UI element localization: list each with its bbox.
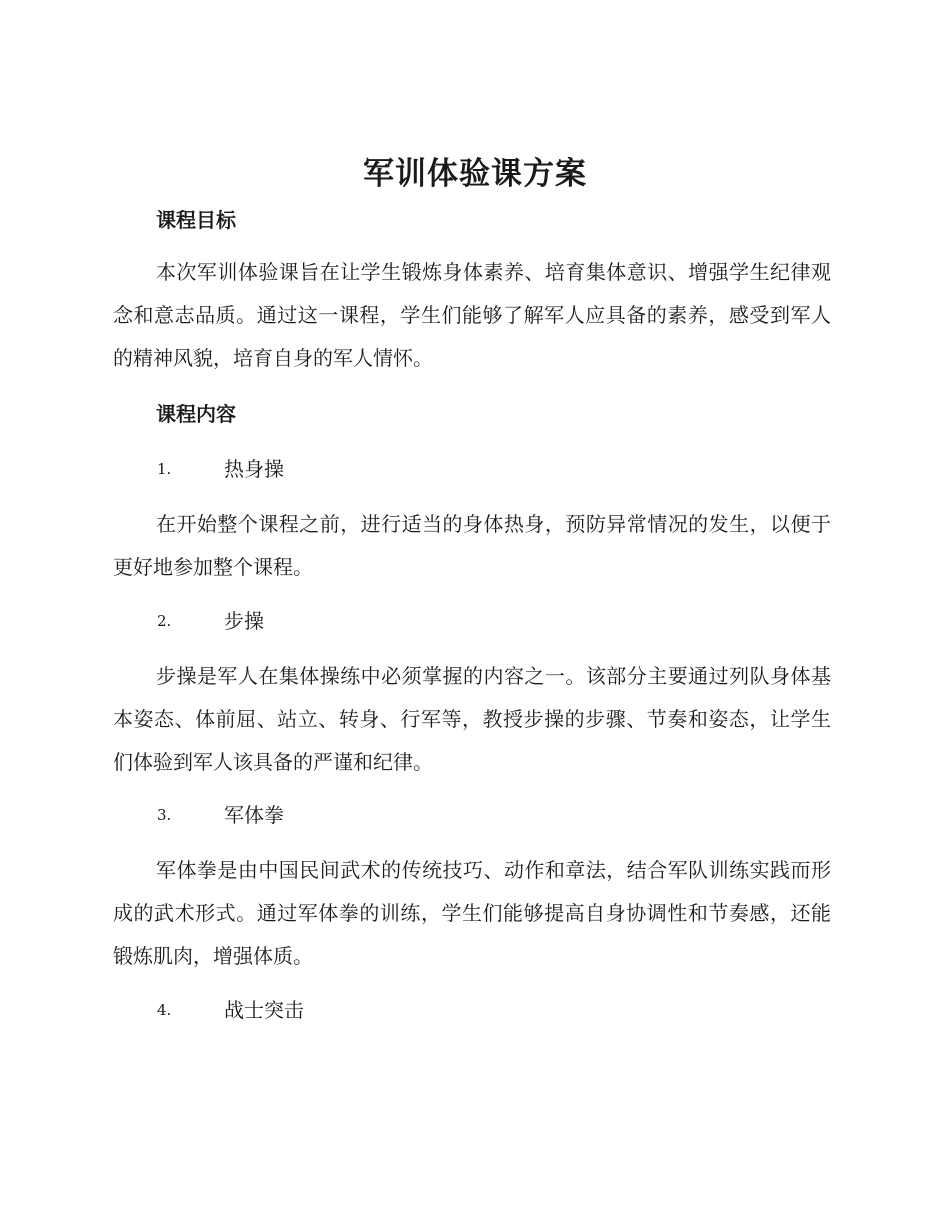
list-item-number: 1.	[157, 460, 172, 478]
item-paragraph-boxing: 军体拳是由中国民间武术的传统技巧、动作和章法，结合军队训练实践而形成的武术形式。通过军体拳的训练，学生们能够提高自身协调性和节奏感，还能锻炼肌肉，增强体质。	[113, 858, 831, 968]
list-item-label: 热身操	[224, 457, 284, 481]
section-paragraph-goals: 本次军训体验课旨在让学生锻炼身体素养、培育集体意识、增强学生纪律观念和意志品质。通过这一课程，学生们能够了解军人应具备的素养，感受到军人的精神风貌，培育自身的军人情怀。	[113, 260, 831, 370]
list-item-number: 3.	[157, 806, 172, 824]
list-item-drill	[157, 606, 264, 636]
list-item-boxing	[157, 800, 284, 830]
item-paragraph-drill: 步操是军人在集体操练中必须掌握的内容之一。该部分主要通过列队身体基本姿态、体前屈、站立、转身、行军等，教授步操的步骤、节奏和姿态，让学生们体验到军人该具备的严谨和纪律。	[113, 664, 831, 774]
section-heading-goals: 课程目标	[156, 208, 236, 232]
section-heading-content: 课程内容	[156, 402, 236, 426]
list-item-number: 4.	[157, 1001, 172, 1019]
list-item-label: 军体拳	[224, 803, 284, 827]
document-title: 军训体验课方案	[363, 156, 587, 192]
item-paragraph-warmup: 在开始整个课程之前，进行适当的身体热身，预防异常情况的发生，以便于更好地参加整个课程。	[113, 512, 831, 579]
list-item-assault	[157, 995, 304, 1025]
list-item-number: 2.	[157, 612, 172, 630]
list-item-label: 步操	[224, 609, 264, 633]
list-item-warmup	[157, 454, 284, 484]
list-item-label: 战士突击	[224, 998, 304, 1022]
